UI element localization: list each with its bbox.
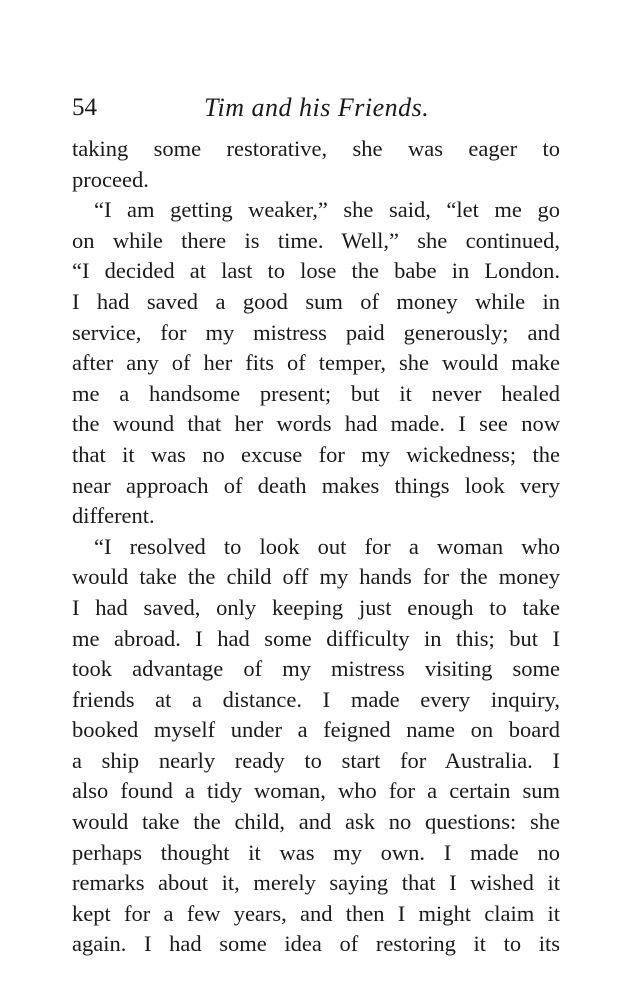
text-line: on while there is time. Well,” she continued, <box>72 227 560 253</box>
text-line: after any of her fits of temper, she would make <box>72 350 560 376</box>
text-line: friends at a distance. I made every inquiry, <box>72 686 560 712</box>
text-line: proceed. <box>72 166 149 192</box>
text-line: that it was no excuse for my wickedness; the <box>72 441 560 467</box>
text-line: again. I had some idea of restoring it to its <box>72 931 560 957</box>
text-line: remarks about it, merely saying that I wished it <box>72 870 560 896</box>
text-line: would take the child, and ask no questions: she <box>72 809 560 835</box>
page-number: 54 <box>72 94 97 121</box>
running-title: Tim and his Friends. <box>204 93 430 122</box>
text-line: a ship nearly ready to start for Australia. I <box>72 747 560 773</box>
text-line: took advantage of my mistress visiting some <box>72 656 560 682</box>
text-line: near approach of death makes things look very <box>72 472 560 498</box>
body-text <box>72 134 560 960</box>
text-line: me a handsome present; but it never healed <box>72 380 560 406</box>
text-line: booked myself under a feigned name on board <box>72 717 560 743</box>
text-line: I had saved, only keeping just enough to take <box>72 594 560 620</box>
running-head <box>72 88 560 128</box>
text-line: service, for my mistress paid generously; and <box>72 319 560 345</box>
text-line: taking some restorative, she was eager to <box>72 136 560 161</box>
text-line: “I am getting weaker,” she said, “let me go <box>94 197 560 223</box>
text-line: I had saved a good sum of money while in <box>72 288 560 314</box>
text-line: different. <box>72 503 155 529</box>
text-line: would take the child off my hands for the money <box>72 564 560 590</box>
text-line: “I decided at last to lose the babe in London. <box>72 258 560 284</box>
text-line: perhaps thought it was my own. I made no <box>72 839 560 865</box>
text-line: the wound that her words had made. I see now <box>72 411 560 437</box>
text-line: also found a tidy woman, who for a certain sum <box>72 778 560 804</box>
text-line: “I resolved to look out for a woman who <box>94 533 560 559</box>
text-line: kept for a few years, and then I might claim it <box>72 900 560 926</box>
text-line: me abroad. I had some difficulty in this; but I <box>72 625 560 651</box>
